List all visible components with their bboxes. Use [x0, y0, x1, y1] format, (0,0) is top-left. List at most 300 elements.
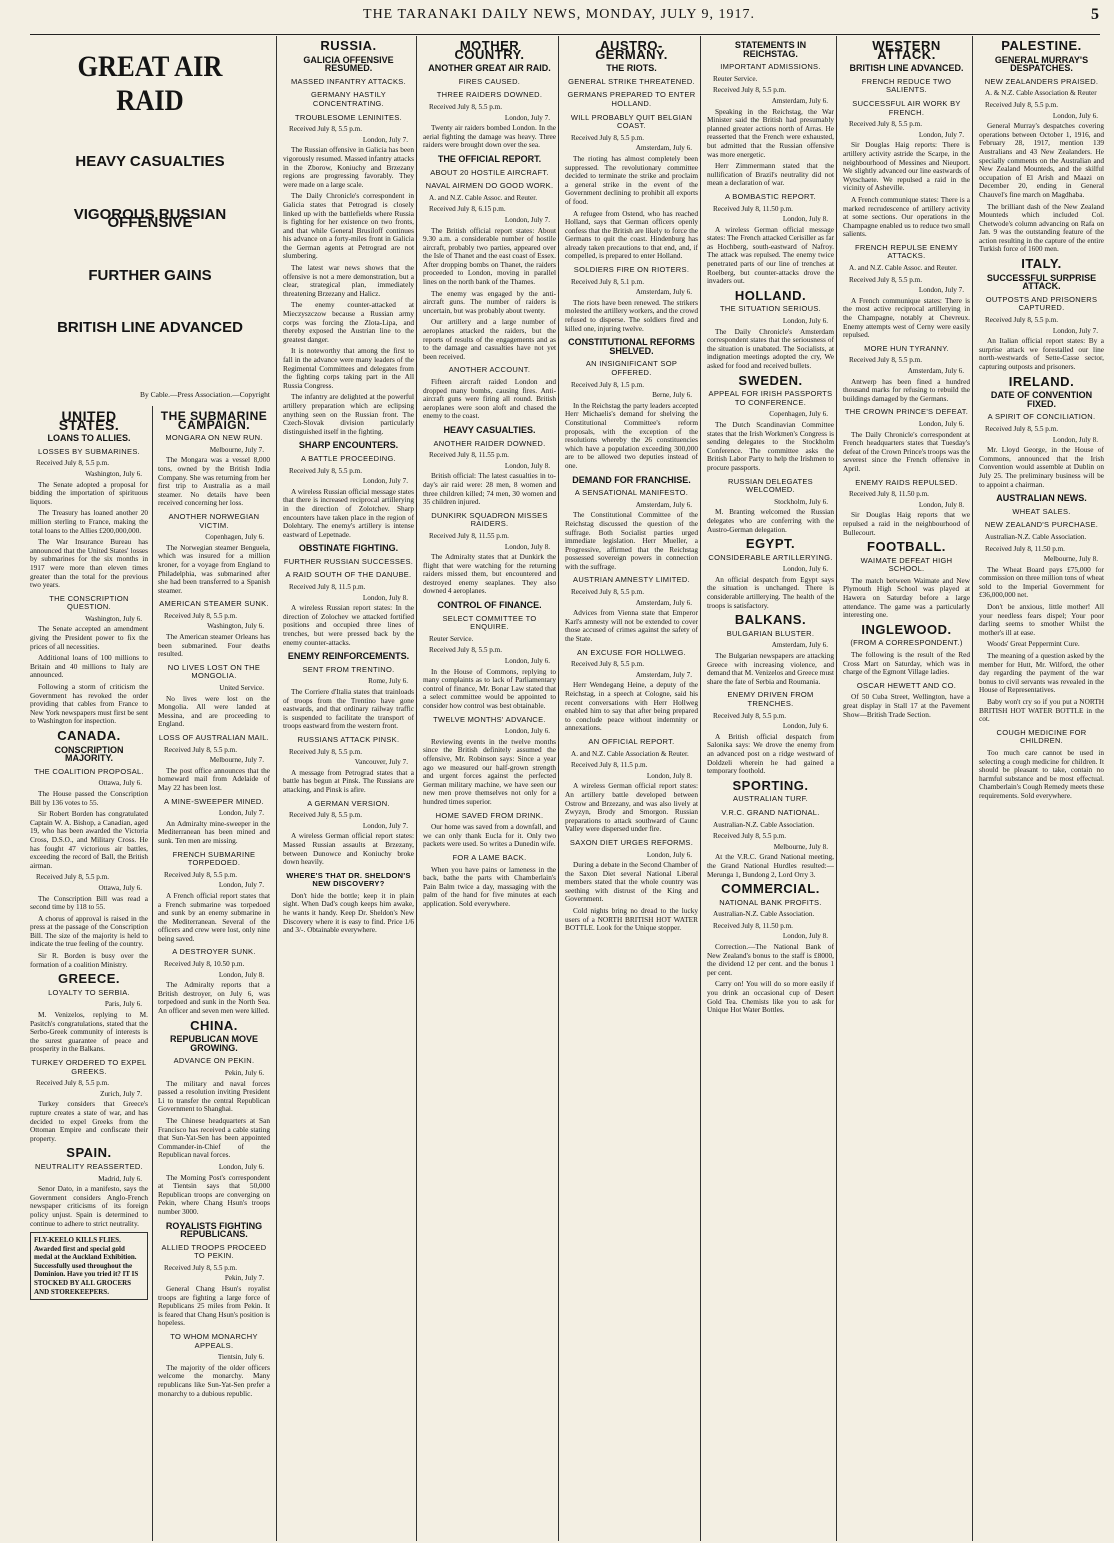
- subhead: THE RIOTS.: [606, 63, 657, 74]
- received-line: Received July 8, 5.5 p.m.: [289, 466, 363, 475]
- section-russia: RUSSIA.: [320, 38, 377, 53]
- subhead: ABOUT 20 HOSTILE AIRCRAFT.: [430, 167, 549, 177]
- received-line: Received July 8, 11.5 p.m.: [571, 761, 648, 770]
- paragraph: The Mongara was a vessel 8,000 tons, owned by the British India Company. She was returning from her first trip to Australia as a mail steamer. No details have been received concerning her loss.: [158, 455, 270, 508]
- section-sporting: SPORTING.: [732, 777, 809, 793]
- subhead: ENEMY DRIVEN FROM TRENCHES.: [727, 690, 814, 708]
- section-ireland: IRELAND.: [1008, 373, 1075, 389]
- paragraph: The House passed the Conscription Bill by 136 votes to 55.: [30, 788, 148, 807]
- dateline: London, July 7.: [362, 477, 408, 486]
- received-line: Received July 8, 5.5 p.m.: [164, 611, 238, 620]
- subhead: NEUTRALITY REASSERTED.: [34, 1161, 143, 1171]
- received-line: Received July 8, 5.5 p.m.: [985, 100, 1059, 109]
- subhead: ROYALISTS FIGHTING REPUBLICANS.: [165, 1220, 263, 1240]
- received-line: Received July 8, 5.5 p.m.: [164, 745, 238, 754]
- paragraph: In the Reichstag the party leaders accepted Herr Michaelis's demand for shelving the Constitutional Committee's reform proposals, with the exception of the resolutions whereby the 26 constituencies which have a population exceeding 300,000 are to be allowed two deputies instead of one.: [565, 400, 698, 470]
- paragraph: A wireless German official report states: An artillery battle developed between Ostrow and Brzezany, and was also lively at Zwyzyn, Brody and Smorgon. Russian preparations to attack southward of Caunc Valley were dispersed under fire.: [565, 781, 698, 834]
- advertisement-text: Cold nights bring no dread to the lucky users of a NORTH BRITISH HOT WATER BOTTLE. Look for the Unique stopper.: [565, 906, 698, 933]
- dateline: London, July 6.: [782, 317, 828, 326]
- dateline: London, July 6.: [504, 657, 550, 666]
- paragraph: It is noteworthy that among the first to fall in the advance were many leaders of the Regimental Committees and delegates from the fighting corps taking part in the All Russia Congress.: [283, 346, 414, 390]
- paragraph: Fifteen aircraft raided London and dropped many bombs, causing fires. Anti-aircraft guns were firing all round. British aeroplanes were soon aloft and chased the enemy to the coast.: [423, 377, 556, 421]
- paragraph: M. Venizelos, replying to M. Pasitch's congratulations, stated that the Serbo-Greek community of interests is the surest guarantee of peace and prosperity in the Balkans.: [30, 1010, 148, 1054]
- paragraph: A wireless Russian report states: In the direction of Zolochev we attacked fortified positions and occupied three lines of trenches, but were pressed back by the enemy counter-attacks.: [283, 603, 414, 647]
- dateline: Amsterdam, July 6.: [907, 367, 964, 375]
- received-line: Received July 8, 5.1 p.m.: [571, 277, 645, 286]
- paragraph: Senor Dato, in a manifesto, says the Government considers Anglo-French newspaper criticisms of its foreign policy unjust. Spain is determined to continue to adhere to strict neutrality.: [30, 1184, 148, 1228]
- paragraph: The Admiralty states that at Dunkirk the flight that were watching for the returning raiders missed them, but encountered and destroyed enemy seaplanes. They also downed 4 aeroplanes.: [423, 552, 556, 596]
- us-subhead: LOANS TO ALLIES.: [47, 433, 131, 444]
- received-line: Received July 8, 5.5 p.m.: [849, 275, 923, 284]
- dateline: London, July 8.: [504, 461, 550, 470]
- subhead: THREE RAIDERS DOWNED.: [436, 90, 543, 100]
- subhead: CONSCRIPTION MAJORITY.: [54, 744, 124, 764]
- column-austro-germany: [558, 36, 698, 1541]
- subhead: CONSTITUTIONAL REFORMS SHELVED.: [568, 337, 695, 356]
- column-palestine: [972, 36, 1104, 1541]
- dateline: London, July 7.: [218, 809, 264, 818]
- paragraph: A message from Petrograd states that a battle has begun at Pinsk. The Russians are attacking, and Pinsk is afire.: [283, 767, 414, 794]
- column-1: [30, 36, 270, 1541]
- paragraph: The Admiralty reports that a British destroyer, on July 6, was torpedoed and sunk in the North Sea. An officer and seven men were killed.: [158, 980, 270, 1016]
- dateline: London, July 8.: [362, 593, 408, 602]
- received-line: Received July 8, 11.5 p.m.: [289, 583, 366, 592]
- paragraph: During a debate in the Second Chamber of the Saxon Diet several National Liberal members stated that the whole country was seething with distrust of the King and Government.: [565, 860, 698, 904]
- subhead: FRENCH SUBMARINE TORPEDOED.: [172, 849, 256, 868]
- advertisement-text: Carry on! You will do so more easily if you drink an occasional cup of Desert Gold Tea. Chemists like you to ask for Unique Hot Water Bottles.: [707, 979, 834, 1015]
- col2-stack: [152, 406, 270, 1541]
- subhead: AN INSIGNIFICANT SOP OFFERED.: [585, 359, 678, 377]
- paragraph: M. Branting welcomed the Russian delegates who are conferring with the Austro-German delegation.: [707, 507, 834, 534]
- subhead: FRENCH REPULSE ENEMY ATTACKS.: [854, 242, 959, 261]
- dateline: London, July 6.: [218, 1162, 264, 1171]
- subhead: GERMANS PREPARED TO ENTER HOLLAND.: [567, 90, 696, 108]
- section-greece: GREECE.: [57, 971, 120, 987]
- paragraph: The Conscription Bill was read a second time by 118 to 55.: [30, 893, 148, 912]
- subhead: IMPORTANT ADMISSIONS.: [720, 62, 821, 72]
- received-line: Received July 8, 11.50 p.m.: [713, 921, 793, 930]
- dateline: Melbourne, July 7.: [209, 445, 264, 454]
- dateline: Melbourne, July 7.: [209, 756, 264, 765]
- paragraph: Mr. Lloyd George, in the House of Commons, announced that the Irish Convention would assemble at Dublin on July 25. The preliminary business will be to appoint a chairman.: [979, 445, 1104, 489]
- subhead: AUSTRALIAN TURF.: [732, 794, 809, 804]
- subhead: THE SITUATION SERIOUS.: [719, 304, 822, 314]
- received-line: Received July 8, 11.50 p.m.: [849, 490, 929, 499]
- received-line: Received July 8, 5.5 p.m.: [713, 832, 787, 841]
- received-line: Received July 8, 5.5 p.m.: [571, 133, 645, 142]
- received-line: Received July 8, 11.50 p.m.: [713, 204, 793, 213]
- received-line: Received July 8, 5.5 p.m.: [36, 1079, 110, 1088]
- subhead: DEMAND FOR FRANCHISE.: [572, 474, 691, 485]
- dateline: Washington, July 6.: [207, 622, 264, 631]
- received-line: Received July 8, 5.5 p.m.: [571, 588, 645, 597]
- subhead: ANOTHER NORWEGIAN VICTIM.: [168, 511, 260, 530]
- lead-deck-1: HEAVY CASUALTIES: [75, 153, 225, 170]
- subhead: A DESTROYER SUNK.: [172, 947, 256, 957]
- paragraph: The Senate accepted an amendment giving the President power to fix the prices of all necessities.: [30, 624, 148, 651]
- paragraph: The following is the result of the Red Cross Mart on Saturday, which was in charge of the Egmont Village ladies.: [843, 650, 970, 677]
- page-number: 5: [1091, 6, 1100, 23]
- paragraph: The rioting has almost completely been suppressed. The revolutionary committee decided to terminate the strike and proclaim a general strike in the event of the Government declining to prohibit all exports of food.: [565, 153, 698, 206]
- advertisement-heading: FOR A LAME BACK.: [452, 852, 527, 862]
- subhead: SUCCESSFUL AIR WORK BY FRENCH.: [852, 98, 961, 117]
- paragraph: Additional loans of 100 millions to Britain and 40 millions to Italy are announced.: [30, 653, 148, 680]
- section-commercial: COMMERCIAL.: [721, 881, 820, 897]
- paragraph: The Morning Post's correspondent at Tientsin says that 50,000 Republican troops are converging on Pekin, where Chang Hsun's troops number 3000.: [158, 1172, 270, 1216]
- advertisement-text: Our home was saved from a downfall, and we can only thank Eucla for it. Only two packets were used. So writes a Dunedin wife.: [423, 822, 556, 849]
- advertisement-text: Too much care cannot be used in selecting a cough medicine for children. It should be pleasant to take, contain no harmful substance and be most effectual. Chamberlain's Cough Remedy meets these requirements. Sold everywhere.: [979, 747, 1104, 800]
- subhead: AUSTRIAN AMNESTY LIMITED.: [573, 575, 690, 585]
- section-canada: CANADA.: [57, 728, 121, 743]
- subhead: APPEAL FOR IRISH PASSPORTS TO CONFERENCE.: [708, 389, 833, 407]
- subhead: OBSTINATE FIGHTING.: [298, 543, 399, 554]
- paragraph: Reviewing events in the twelve months since the British definitely assumed the offensive, Mr. Robinson says: Since a year ago we measured our half-grown strength and urgent forces against the perfected German military machine, we have seen our new men prove themselves not only for a hundred times superior.: [423, 736, 556, 806]
- paragraph: Our artillery and a large number of aeroplanes attacked the raiders, but the reports of results of the engagements and as to the damage and casualties have not yet been received.: [423, 317, 556, 361]
- paragraph: The Corriere d'Italia states that trainloads of troops from the Trentino have gone eastwards, and that ordinary railway traffic is suspended to facilitate the transport of troops eastward from the western front.: [283, 687, 414, 731]
- paragraph: The Treasury has loaned another 20 million sterling to France, making the total loans to the Allies £200,000,000.: [30, 508, 148, 535]
- source-line: A. and N.Z. Cable Association & Reuter.: [571, 749, 689, 758]
- received-line: Received July 8, 1.5 p.m.: [571, 380, 645, 389]
- column-western-attack: [836, 36, 970, 1541]
- paragraph: General Murray's despatches covering operations between October 1, 1916, and February 28, 1917, mention 139 Australians and 43 New Zealanders. He specially comments on the Australian and New Zealand Mounteds, and the skilful occupation of El Arish and Maazi on December 20, ending in General Chauvel's fine march on Magdhaba.: [979, 121, 1104, 199]
- paragraph: An Italian official report states: By a surprise attack we forestalled our line north-westwards of Sette-Casse sector, capturing outposts and prisoners.: [979, 336, 1104, 371]
- paragraph: Twenty air raiders bombed London. In the aerial fighting the damage was heavy. Three raiders were brought down over the sea.: [423, 123, 556, 150]
- paragraph: Turkey considers that Greece's rupture creates a state of war, and has decided to expel Greeks from the Ottoman Empire and confiscate their property.: [30, 1099, 148, 1143]
- dateline: London, July 7.: [918, 286, 964, 295]
- paragraph: Correction.—The National Bank of New Zealand's bonus to the staff is £8000, the dividend 12 per cent. and the bonus 1 per cent.: [707, 942, 834, 977]
- received-line: Received July 8, 5.5 p.m.: [985, 424, 1059, 433]
- advertisement-text: Baby won't cry so if you put a NORTH BRITISH HOT WATER BOTTLE in the cot.: [979, 697, 1104, 724]
- paragraph: Speaking in the Reichstag, the War Minister said the British had presumably planned greater actions north of Arras. He reasserted that the French were exhausted, but admitted that the Russian offensive was more energetic.: [707, 106, 834, 159]
- dateline: London, July 7.: [504, 113, 550, 122]
- section-statements-reichstag: STATEMENTS IN REICHSTAG.: [734, 40, 807, 59]
- paragraph: The infantry are delighted at the powerful artillery preparation which are eclipsing anything seen on the Russian front. The Czech-Slovak division particularly distinguished itself in the fighting.: [283, 392, 414, 436]
- paragraph: The riots have been renewed. The strikers molested the artillery workers, and the crowd refused to disperse. The soldiers fired and killed one, injuring twelve.: [565, 297, 698, 333]
- paragraph: The Daily Chronicle's correspondent at French headquarters states that Tuesday's defeat of the Crown Prince's troops was the severest since the French offensive in April.: [843, 429, 970, 473]
- subhead: GENERAL MURRAY'S DESPATCHES.: [994, 54, 1089, 74]
- paragraph: The Chinese headquarters at San Francisco has received a cable stating that Sun-Yat-Sen has been appointed Commander-in-Chief of the Republican naval forces.: [158, 1115, 270, 1160]
- dateline: London, July 8.: [646, 771, 692, 780]
- subhead: WILL PROBABLY QUIT BELGIAN COAST.: [570, 112, 693, 131]
- dateline: Madrid, July 6.: [98, 1174, 142, 1183]
- dateline: Ottawa, July 6.: [98, 883, 142, 892]
- subhead: ADVANCE ON PEKIN.: [173, 1056, 255, 1066]
- source-line: A. and N.Z. Cable Assoc. and Reuter.: [429, 193, 537, 202]
- received-line: Received July 8, 6.15 p.m.: [429, 205, 506, 214]
- received-line: Received July 8, 11.50 p.m.: [985, 544, 1065, 553]
- advertisement-text: Don't hide the bottle; keep it in plain sight. When Dad's cough keeps him awake, he wants it handy. Keep Dr. Sheldon's New Discovery where it is easy to find. Price 1/6 and 3/-. Obtainable everywhere.: [283, 890, 414, 935]
- received-line: Received July 8, 11.55 p.m.: [429, 531, 509, 540]
- subhead: A SPIRIT OF CONCILIATION.: [987, 412, 1096, 422]
- received-line: Received July 8, 5.5 p.m.: [36, 459, 110, 468]
- received-line: Received July 8, 5.5 p.m.: [289, 747, 363, 756]
- dateline: Ottawa, July 6.: [98, 779, 142, 788]
- dateline: London, July 7.: [1052, 326, 1098, 335]
- paragraph: Following a storm of criticism the Government has revoked the order providing that cables from France to New York newspapers must first be sent to Washington for inspection.: [30, 682, 148, 726]
- advertisement-heading: WHERE'S THAT DR. SHELDON'S NEW DISCOVERY?: [286, 870, 411, 889]
- received-line: Received July 8, 5.5 p.m.: [429, 646, 503, 655]
- section-football: FOOTBALL.: [867, 539, 946, 555]
- paragraph: The enemy was engaged by the anti-aircraft guns. The number of raiders is uncertain, but was probably about twenty.: [423, 288, 556, 315]
- dateline: London, July 6.: [918, 419, 964, 428]
- dateline: London, July 6.: [782, 722, 828, 731]
- subhead: MASSED INFANTRY ATTACKS.: [290, 76, 406, 86]
- subhead: A SENSATIONAL MANIFESTO.: [574, 488, 689, 498]
- paragraph: At the V.R.C. Grand National meeting, the Grand National Hurdles resulted:—Merunga 1, Bundong 2, Lord Orry 3.: [707, 852, 834, 879]
- paragraph: General Chang Hsun's royalist troops are fighting a large force of Republicans 25 miles from Pekin. It is feared that Chang Hsun's position is hopeless.: [158, 1284, 270, 1328]
- dateline: Vancouver, July 7.: [354, 758, 408, 767]
- dateline: Berne, July 6.: [652, 391, 692, 400]
- paragraph: A French communique states: There is the most active reciprocal artillerying in the Champagne, notably at Chevreux. Enemy attempts west of Cerny were easily repulsed.: [843, 295, 970, 340]
- subhead: SELECT COMMITTEE TO ENQUIRE.: [442, 613, 537, 632]
- lead-headline: GREAT AIR RAID: [77, 50, 223, 117]
- paragraph: Of 50 Cuba Street, Wellington, have a great display in Stall 17 at the Pavement Show—British Trade Section.: [843, 692, 970, 719]
- subhead: THE COALITION PROPOSAL.: [34, 766, 144, 776]
- source-line: Australian-N.Z. Cable Association.: [713, 820, 815, 829]
- dateline: London, July 6.: [782, 565, 828, 574]
- dateline: Rome, July 6.: [368, 677, 408, 686]
- received-line: Received July 8, 5.5 p.m.: [571, 660, 645, 669]
- dateline: London, July 8.: [782, 932, 828, 941]
- dateline: London, July 7.: [504, 215, 550, 224]
- subhead: ENEMY REINFORCEMENTS.: [287, 651, 410, 662]
- subhead: LOSS OF AUSTRALIAN MAIL.: [158, 733, 270, 742]
- paragraph: The British official report states: About 9.30 a.m. a considerable number of hostile aircraft, probably two parties, appeared over the Isle of Thanet and the east coast of Essex. After dropping bombs on Thanet, the raiders proceeded to London, moving in parallel lines on the north bank of the Thames.: [423, 225, 556, 287]
- received-line: Received July 8, 5.5 p.m.: [164, 870, 238, 879]
- column-statements: [700, 36, 834, 1541]
- section-italy: ITALY.: [1021, 256, 1062, 272]
- source-line: Australian-N.Z. Cable Association.: [985, 532, 1087, 541]
- subhead: ANOTHER ACCOUNT.: [448, 365, 531, 375]
- dateline: Melbourne, July 8.: [773, 842, 828, 851]
- subhead: MORE HUN TYRANNY.: [864, 343, 949, 353]
- subhead: SAXON DIET URGES REFORMS.: [569, 837, 694, 847]
- subhead: ALLIED TROOPS PROCEED TO PEKIN.: [161, 1242, 267, 1261]
- masthead-title: THE TARANAKI DAILY NEWS, MONDAY, JULY 9, 1917.: [363, 7, 755, 22]
- dateline: Amsterdam, July 6.: [771, 641, 828, 650]
- dateline: Tientsin, July 6.: [217, 1353, 264, 1362]
- dateline: Paris, July 6.: [104, 1000, 142, 1009]
- section-holland: HOLLAND.: [734, 287, 807, 303]
- dateline: London, July 6.: [504, 727, 550, 736]
- subhead: FRENCH REDUCE TWO SALIENTS.: [861, 76, 952, 95]
- dateline: London, July 6.: [646, 850, 692, 859]
- dateline: Amsterdam, July 6.: [635, 598, 692, 607]
- source-line: Australian-N.Z. Cable Association.: [713, 910, 815, 919]
- section-austro-germany: AUSTRO-GERMANY.: [595, 38, 668, 62]
- subhead: OUTPOSTS AND PRISONERS CAPTURED.: [985, 294, 1098, 313]
- paragraph: Antwerp has been fined a hundred thousand marks for refusing to rebuild the buildings damaged by the Germans.: [843, 376, 970, 403]
- dateline: Amsterdam, July 6.: [635, 500, 692, 509]
- section-submarine-campaign: THE SUBMARINE CAMPAIGN.: [160, 409, 268, 432]
- subhead: GERMANY HASTILY CONCENTRATING.: [310, 90, 387, 108]
- paragraph: The Constitutional Committee of the Reichstag discussed the question of the suffrage. Both Socialist parties urged immediate legislation. Herr Mueller, a Progressive, affirmed that the Reichstag possessed sovereign powers in connection with the suffrage.: [565, 510, 698, 571]
- subhead: REPUBLICAN MOVE GROWING.: [169, 1034, 258, 1053]
- dateline: Washington, July 6.: [85, 469, 142, 478]
- paragraph: A wireless German official report states: Massed Russian assaults at Brzezany, between Dunowce and Koniuchy broke down heavily.: [283, 831, 414, 867]
- subhead: AMERICAN STEAMER SUNK.: [159, 599, 269, 609]
- received-line: Received July 8, 5.5 p.m.: [849, 356, 923, 365]
- paragraph: The American steamer Orleans has been submarined. Four deaths resulted.: [158, 632, 270, 659]
- subhead: NEW ZEALANDERS PRAISED.: [984, 76, 1099, 86]
- received-line: Received July 8, 10.50 p.m.: [164, 960, 245, 969]
- masthead: [14, 0, 1104, 30]
- paragraph: The Russian offensive in Galicia has been vigorously resumed. Massed infantry attacks in the Zborow, Koniuchy and Brzezany regions are progressing favorably. They were made on a large scale.: [283, 145, 414, 189]
- subhead: AN EXCUSE FOR HOLLWEG.: [577, 647, 686, 657]
- subhead: AN OFFICIAL REPORT.: [588, 736, 675, 746]
- dateline: Stockholm, July 6.: [774, 497, 828, 506]
- subhead: NEW ZEALAND'S PURCHASE.: [984, 520, 1099, 530]
- dateline: Washington, July 6.: [85, 614, 142, 623]
- section-inglewood: INGLEWOOD.: [861, 621, 952, 637]
- paragraph: The post office announces that the homeward mail from Adelaide of May 22 has been lost.: [158, 765, 270, 792]
- subhead: HEAVY CASUALTIES.: [443, 424, 536, 435]
- subhead: SHARP ENCOUNTERS.: [298, 440, 399, 451]
- dateline: London, July 8.: [1052, 435, 1098, 444]
- subhead: NATIONAL BANK PROFITS.: [719, 897, 822, 907]
- paragraph: The Norwegian steamer Benguela, which was insured for a million kroner, for a voyage from England to Philadelphia, was submarined after she had been transferred to a Spanish steamer.: [158, 542, 270, 595]
- section-united-states: UNITED STATES.: [58, 408, 120, 433]
- subhead: NO LIVES LOST ON THE MONGOLIA.: [167, 662, 261, 681]
- masthead-rule: [30, 34, 1100, 35]
- subhead: BRITISH LINE ADVANCED.: [849, 63, 964, 74]
- paragraph: The Dutch Scandinavian Committee states that the Irish Workmen's Congress is sending delegates to the Stockholm Conference. The committee asks the British Labor Party to help the Irishmen to procure passports.: [707, 419, 834, 472]
- paragraph: The brilliant dash of the New Zealand Mounteds which included Col. Chetwode's column advancing on Rafa on Jan. 9 was the outstanding feature of the action resulting in the capture of the entire Turkish force of 1600 men.: [979, 201, 1104, 254]
- subhead: TURKEY ORDERED TO EXPEL GREEKS.: [31, 1058, 147, 1076]
- dateline: Pekin, July 7.: [224, 1274, 264, 1283]
- subhead: V.R.C. GRAND NATIONAL.: [721, 807, 820, 817]
- subhead: NAVAL AIRMEN DO GOOD WORK.: [425, 181, 554, 191]
- advertisement-fly-keelo: FLY-KEELO KILLS FLIES. Awarded first and special gold medal at the Auckland Exhibition. Successfully used throughout the Dominion. Have you tried it? IT IS STOCKED BY ALL GROCERS AND STOREKEEPERS.: [30, 1232, 148, 1300]
- received-line: Received July 8, 5.5 p.m.: [713, 711, 787, 720]
- paragraph: The meaning of a question asked by the member for Hutt, Mr. Wilford, the other day regarding the payment of the war bonus to civil servants was revealed in the House of Representatives.: [979, 651, 1104, 695]
- paragraph: No lives were lost on the Mongolia. All were landed at Messina, and are proceeding to England.: [158, 693, 270, 729]
- section-sweden: SWEDEN.: [738, 372, 803, 388]
- dateline: Melbourne, July 8.: [1043, 555, 1098, 564]
- paragraph: A British official despatch from Salonika says: We drove the enemy from an advanced post on a ridge westward of Doldzeli wherein he had gained a temporary foothold.: [707, 731, 834, 776]
- received-line: Received July 8, 5.5 p.m.: [985, 316, 1059, 325]
- dateline: Copenhagen, July 6.: [205, 533, 264, 542]
- us-subhead-2: LOSSES BY SUBMARINES.: [37, 446, 141, 456]
- paragraph: The match between Waimate and New Plymouth High School was played at Hawera on Saturday before a large attendance. The game was a particularly interesting one.: [843, 575, 970, 620]
- paragraph: The Bulgarian newspapers are attacking Greece with increasing violence, and demand that M. Venizelos and Greece must share the fate of Serbia and Roumania.: [707, 651, 834, 686]
- dateline: London, July 7.: [362, 821, 408, 830]
- subhead: BULGARIAN BLUSTER.: [726, 628, 815, 638]
- subhead: ENEMY RAIDS REPULSED.: [855, 477, 958, 487]
- subhead: A MINE-SWEEPER MINED.: [163, 796, 265, 806]
- received-line: Received July 8, 5.5 p.m.: [36, 873, 110, 882]
- paragraph: A wireless German official message states: The French attacked Cerisiller as far as Hochberg, south-eastward of Nafroy. The attack was repulsed. The enemy twice penetrated parts of our line of trenches at Roelberg, but counter-attacks drove the invaders out.: [707, 224, 834, 286]
- received-line: Received July 8, 5.5 p.m.: [164, 1263, 238, 1272]
- byline: By Cable.—Press Association.—Copyright: [140, 389, 270, 399]
- subhead: A RAID SOUTH OF THE DANUBE.: [285, 570, 412, 580]
- dateline: London, July 7.: [362, 135, 408, 144]
- subhead: SUCCESSFUL SURPRISE ATTACK.: [986, 272, 1097, 292]
- advertisement-text: Woods' Great Peppermint Cure.: [987, 639, 1080, 649]
- column-mother-country: [416, 36, 556, 1541]
- subhead: CONTROL OF FINANCE.: [437, 600, 542, 611]
- dateline: London, July 8.: [918, 500, 964, 509]
- subhead: THE CONSCRIPTION QUESTION.: [49, 593, 129, 612]
- subhead: A BOMBASTIC REPORT.: [725, 191, 816, 201]
- subhead: FIRES CAUSED.: [458, 76, 521, 86]
- subhead: GALICIA OFFENSIVE RESUMED.: [303, 54, 394, 74]
- section-balkans: BALKANS.: [734, 612, 807, 628]
- paragraph: Sir Robert Borden has congratulated Captain W. A. Bishop, a Canadian, aged 19, who has been awarded the Victoria Cross, D.S.O., and Military Cross. He has fought 47 victorious air battles, exceeding the record of Ball, the British airman.: [30, 809, 148, 870]
- paragraph: The Senate adopted a proposal for bidding the importation of spirituous liquors.: [30, 479, 148, 506]
- dateline: London, July 8.: [504, 542, 550, 551]
- paragraph: The majority of the older officers welcome the monarchy. Many republicans like Sun-Yat-Sen prefer a monarchy to a dubious republic.: [158, 1362, 270, 1398]
- paragraph: The military and naval forces passed a resolution inviting President Li to transfer the central Republican Government to Shanghai.: [158, 1078, 270, 1114]
- paragraph: Sir Douglas Haig reports: There is artillery activity astride the Scarpe, in the neighbourhood of Messines and Nieuport. We slightly advanced our line eastwards of Wytschaete. We repulsed a raid in the vicinity of Asheville.: [843, 140, 970, 193]
- paragraph: A refugee from Ostend, who has reached Holland, says that German officers openly confess that the British are likely to force the Germans to quit the coast. Hindenburg has already taken precautions to that end, and, if compelled, is prepared to enter Holland.: [565, 208, 698, 261]
- subhead: A BATTLE PROCEEDING.: [300, 453, 397, 463]
- subhead: MONGARA ON NEW RUN.: [165, 433, 263, 443]
- dateline: London, July 7.: [918, 130, 964, 139]
- subhead: FURTHER RUSSIAN SUCCESSES.: [283, 556, 414, 566]
- paragraph: Sir R. Borden is busy over the formation of a coalition Ministry.: [30, 951, 148, 969]
- subhead: DATE OF CONVENTION FIXED.: [990, 390, 1093, 409]
- dateline: Zurich, July 7.: [100, 1089, 142, 1098]
- paragraph: A wireless Russian official message states that there is increased reciprocal artillerying in the direction of Zolotchev. Sharp encounters have taken place in the region of Dolehtary. The enemy's artillery is intense eastward of Lepetnade.: [283, 486, 414, 539]
- paragraph: An official despatch from Egypt says the situation is unchanged. There is considerable artillerying. The health of the troops is satisfactory.: [707, 574, 834, 610]
- section-mother-country: MOTHER COUNTRY.: [454, 38, 525, 62]
- subhead: TO WHOM MONARCHY APPEALS.: [170, 1332, 258, 1350]
- subhead: WHEAT SALES.: [1012, 506, 1071, 516]
- lead-deck-2: VIGOROUS RUSSIAN OFFENSIVE: [73, 205, 227, 232]
- dateline: United Service.: [219, 684, 264, 693]
- dateline: London, July 7.: [218, 881, 264, 890]
- dateline: Amsterdam, July 6.: [635, 288, 692, 297]
- advertisement-heading: HOME SAVED FROM DRINK.: [435, 810, 544, 820]
- subhead: LOYALTY TO SERBIA.: [48, 987, 130, 997]
- subhead: THE CROWN PRINCE'S DEFEAT.: [844, 407, 969, 417]
- received-line: Received July 8, 5.5 p.m.: [713, 86, 787, 95]
- advertisement-heading: COUGH MEDICINE FOR CHILDREN.: [996, 727, 1087, 746]
- lead-deck-4: BRITISH LINE ADVANCED: [57, 319, 243, 337]
- section-spain: SPAIN.: [66, 1145, 112, 1161]
- dateline: Pekin, July 6.: [224, 1069, 264, 1077]
- paragraph: Herr Wendegang Heine, a deputy of the Reichstag, in a speech at Cologne, said his recent conversations with Herr Hollweg enabled him to say that after being prepared to conclude peace without indemnity or annexations.: [565, 680, 698, 733]
- section-australian-news: AUSTRALIAN NEWS.: [996, 493, 1087, 504]
- paragraph: The enemy counter-attacked at Mieczyszczow because a Russian army corps was forcing the Zlota-Lipa, and thereby exposed the Austrian line to the greatest danger.: [283, 300, 414, 344]
- subhead: CONSIDERABLE ARTILLERYING.: [708, 552, 833, 562]
- col1-left-stack: [30, 406, 148, 1304]
- paragraph: The Daily Chronicle's correspondent in Galicia states that Petrograd is closely linked up with the battlefields where Russia is fighting for her existence on two fronts, and that while General Brusiloff continues his advance on a forty-miles front in Galicia the German agents at Petrograd are not slumbering.: [283, 191, 414, 261]
- dateline: Amsterdam, July 6.: [771, 96, 828, 105]
- source-line: Reuter Service.: [429, 634, 474, 643]
- dateline: Amsterdam, July 7.: [635, 670, 692, 679]
- section-china: CHINA.: [190, 1017, 238, 1033]
- subhead: RUSSIANS ATTACK PINSK.: [297, 734, 400, 744]
- received-line: Received July 8, 5.5 p.m.: [289, 125, 363, 134]
- section-egypt: EGYPT.: [745, 536, 796, 552]
- subhead: A GERMAN VERSION.: [307, 798, 390, 808]
- paragraph: Advices from Vienna state that Emperor Karl's amnesty will not be extended to cover those accused of crimes against the safety of the State.: [565, 608, 698, 644]
- dateline: London, July 8.: [218, 970, 264, 979]
- paragraph: A chorus of approval is raised in the press at the passage of the Conscription Bill. The size of the majority is held to indicate the true feeling of the country.: [30, 913, 148, 949]
- section-western-attack: WESTERN ATTACK.: [872, 38, 941, 62]
- subhead: SENT FROM TRENTINO.: [302, 664, 395, 674]
- subhead: GENERAL STRIKE THREATENED.: [568, 76, 695, 86]
- source-line: A. & N.Z. Cable Association & Reuter: [985, 89, 1097, 98]
- received-line: Received July 8, 11.55 p.m.: [429, 451, 509, 460]
- received-line: Received July 8, 5.5 p.m.: [289, 811, 363, 820]
- paragraph: The Daily Chronicle's Amsterdam correspondent states that the seriousness of the situation is unabated. The Socialists, at indignation meetings adopted the cry, We asked for food and received bullets.: [707, 326, 834, 370]
- paragraph: The War Insurance Bureau has announced that the United States' losses by submarines for the six months in 1917 were more than eleven times greater than the total for the previous two years.: [30, 537, 148, 590]
- subhead: RUSSIAN DELEGATES WELCOMED.: [728, 476, 813, 495]
- lead-deck-3: FURTHER GAINS: [88, 266, 212, 284]
